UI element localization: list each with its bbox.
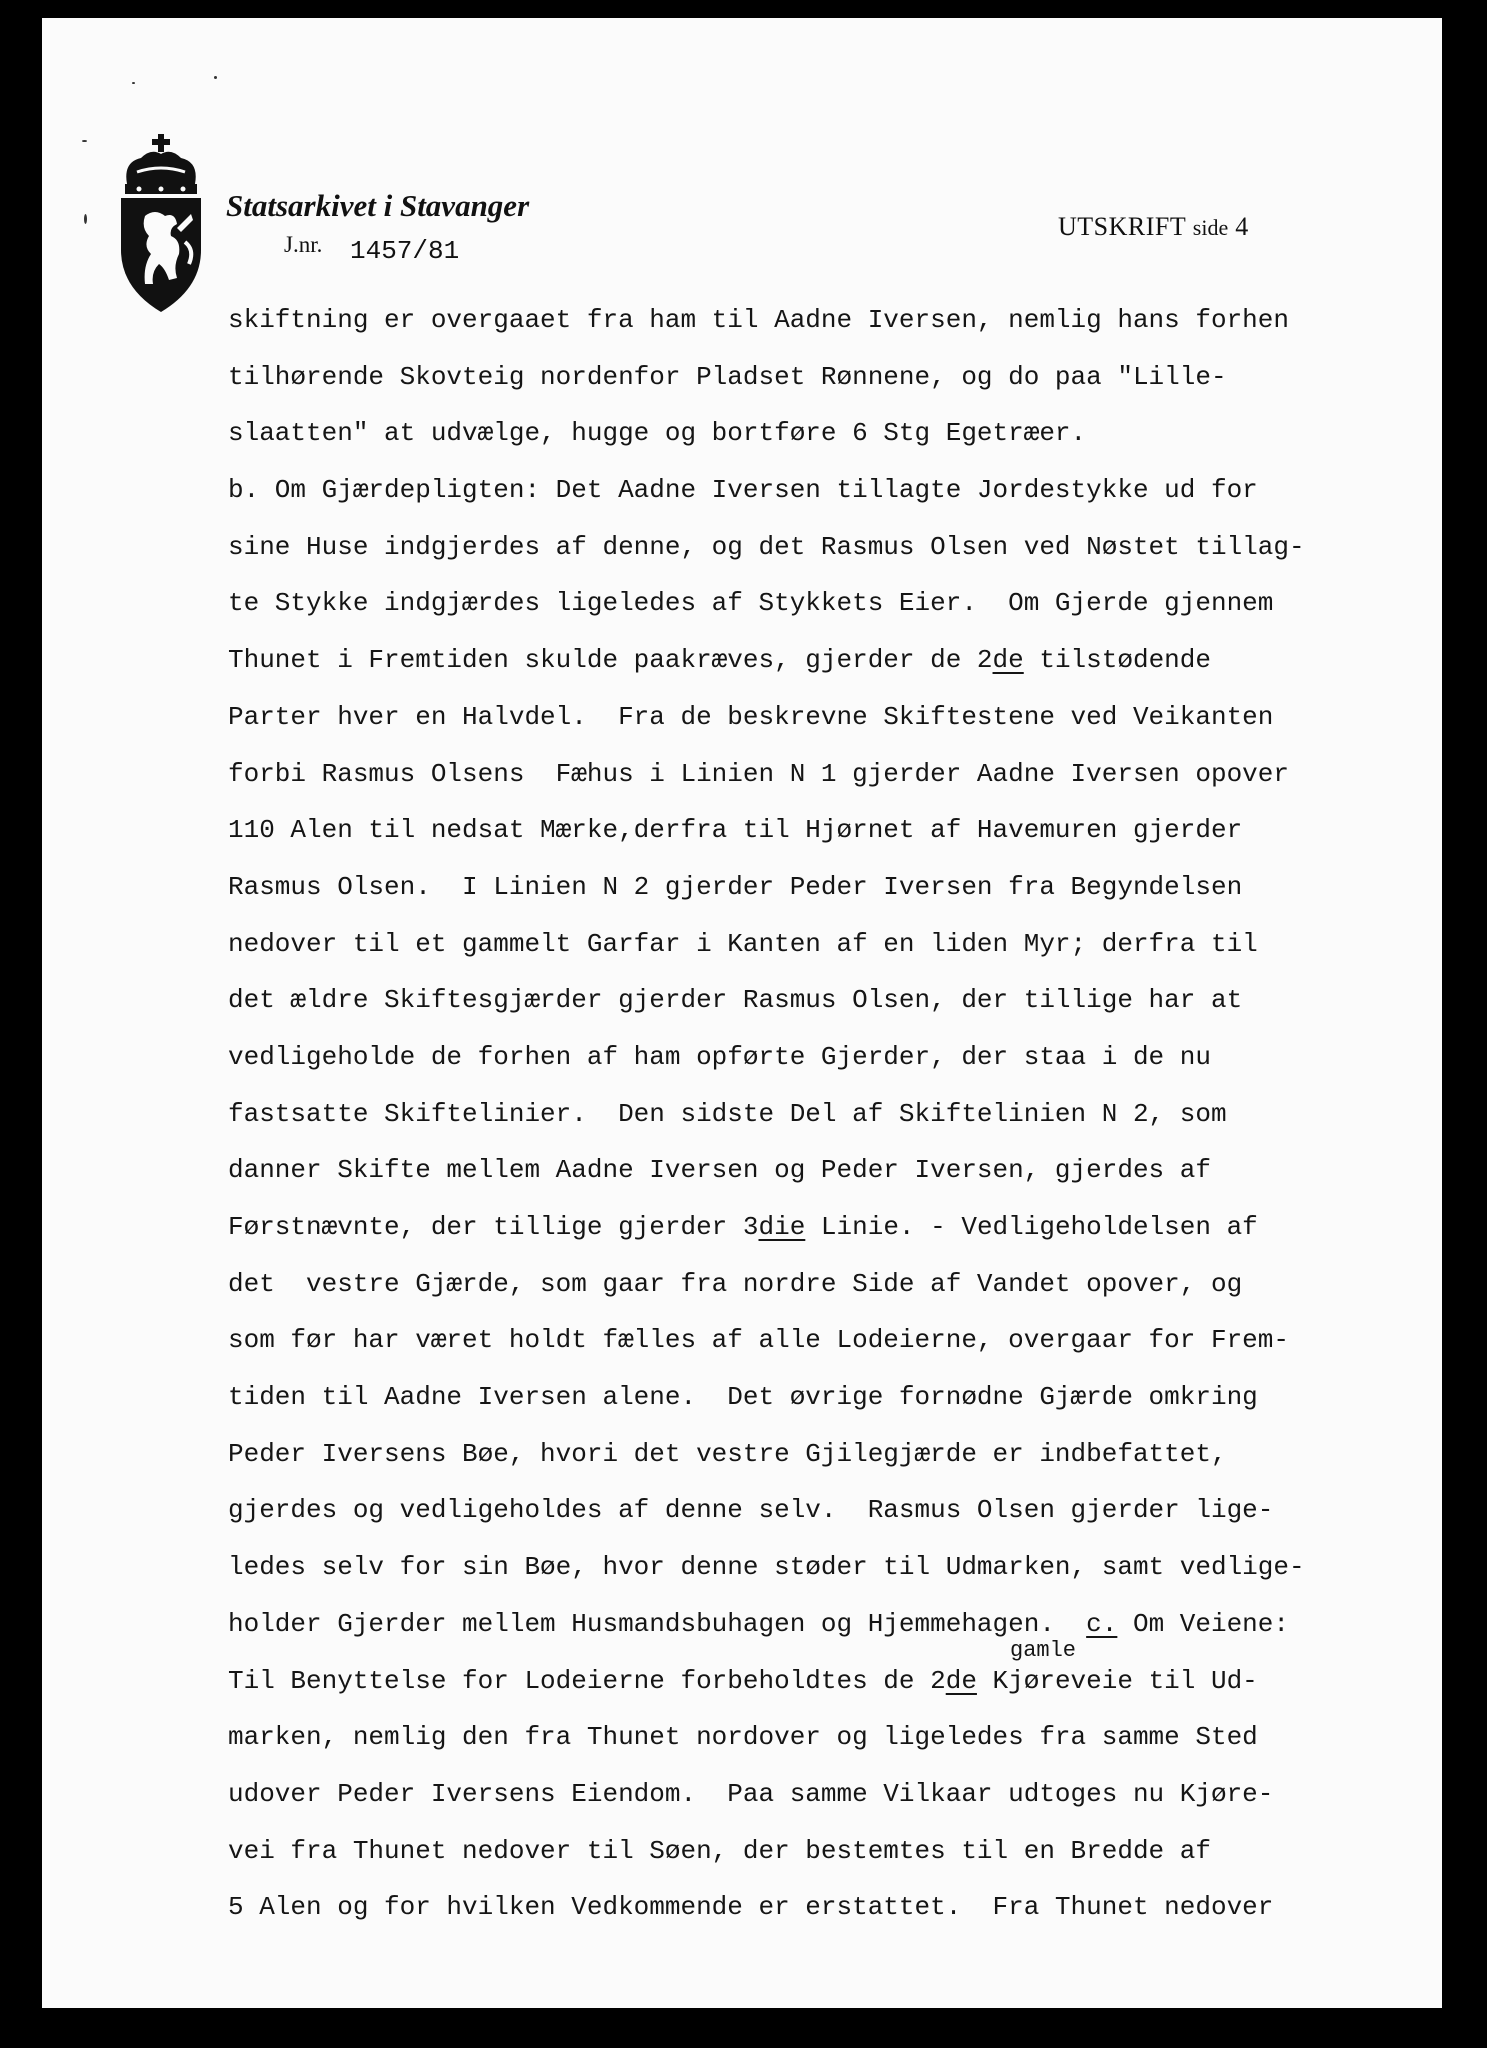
text-line: skiftning er overgaaet fra ham til Aadne Iversen, nemlig hans forhen	[228, 305, 1289, 335]
interlinear-insertion: gamle	[1010, 1637, 1077, 1663]
scan-speck	[82, 140, 87, 142]
scan-speck	[84, 214, 87, 224]
text-segment: Thunet i Fremtiden skulde paakræves, gjerder de 2	[228, 645, 993, 676]
scan-speck	[214, 76, 217, 79]
side-label: side	[1192, 215, 1229, 240]
text-segment: tilstødende	[1023, 645, 1211, 676]
text-segment: Kjøreveie til Ud-	[976, 1665, 1258, 1696]
journal-number-value: 1457/81	[350, 236, 460, 266]
page-number: 4	[1235, 212, 1249, 241]
text-line	[228, 1596, 1398, 1653]
text-line: Rasmus Olsen. I Linien N 2 gjerder Peder Iversen fra Begyndelsen	[228, 871, 1243, 902]
text-line: marken, nemlig den fra Thunet nordover og ligeledes fra samme Sted	[228, 1722, 1258, 1753]
scan-speck	[132, 82, 135, 84]
text-line: det ældre Skiftesgjærder gjerder Rasmus Olsen, der tillige har at	[228, 985, 1243, 1016]
page-header-right	[1058, 212, 1249, 242]
text-line: 5 Alen og for hvilken Vedkommende er erstattet. Fra Thunet nedover	[228, 1892, 1274, 1923]
text-line: 110 Alen til nedsat Mærke,derfra til Hjørnet af Havemuren gjerder	[228, 815, 1243, 846]
text-line: danner Skifte mellem Aadne Iversen og Peder Iversen, gjerdes af	[228, 1155, 1211, 1186]
text-segment: Om Veiene:	[1117, 1608, 1289, 1639]
text-line: vei fra Thunet nedover til Søen, der bestemtes til en Bredde af	[228, 1835, 1211, 1866]
text-line: tilhørende Skovteig nordenfor Pladset Rønnene, og do paa "Lille-	[228, 361, 1227, 392]
underlined-text: c.	[1086, 1608, 1118, 1639]
text-line	[228, 1199, 1398, 1256]
text-segment: holder Gjerder mellem Husmandsbuhagen og Hjemmehagen.	[228, 1608, 1087, 1639]
text-line: gjerdes og vedligeholdes af denne selv. Rasmus Olsen gjerder lige-	[228, 1495, 1274, 1526]
text-line: det vestre Gjærde, som gaar fra nordre Side af Vandet opover, og	[228, 1268, 1243, 1299]
text-line: slaatten" at udvælge, hugge og bortføre 6 Stg Egetræer.	[228, 418, 1087, 449]
archive-name: Statsarkivet i Stavanger	[226, 188, 530, 223]
text-line: fastsatte Skiftelinier. Den sidste Del af Skiftelinien N 2, som	[228, 1098, 1227, 1129]
text-line: Parter hver en Halvdel. Fra de beskrevne Skiftestene ved Veikanten	[228, 701, 1274, 732]
text-line: vedligeholde de forhen af ham opførte Gjerder, der staa i de nu	[228, 1041, 1211, 1072]
text-line	[228, 1637, 1398, 1710]
text-line: tiden til Aadne Iversen alene. Det øvrige fornødne Gjærde omkring	[228, 1382, 1258, 1413]
text-line: Peder Iversens Bøe, hvori det vestre Gjilegjærde er indbefattet,	[228, 1438, 1227, 1469]
underlined-text: die	[758, 1212, 806, 1242]
text-line: udover Peder Iversens Eiendom. Paa samme Vilkaar udtoges nu Kjøre-	[228, 1778, 1274, 1809]
text-line: b. Om Gjærdepligten: Det Aadne Iversen tillagte Jordestykke ud for	[228, 475, 1258, 506]
text-segment: Til Benyttelse for Lodeierne forbeholdtes de 2	[228, 1665, 946, 1696]
text-line: ledes selv for sin Bøe, hvor denne støder til Udmarken, samt vedlige-	[228, 1552, 1305, 1583]
text-line: sine Huse indgjerdes af denne, og det Rasmus Olsen ved Nøstet tillag-	[228, 531, 1305, 562]
document-body	[228, 292, 1398, 1936]
text-line: te Stykke indgjærdes ligeledes af Stykkets Eier. Om Gjerde gjennem	[228, 588, 1274, 619]
text-line	[228, 632, 1398, 689]
text-line: som før har været holdt fælles af alle Lodeierne, overgaar for Frem-	[228, 1325, 1289, 1356]
norwegian-coat-of-arms-icon	[115, 132, 207, 314]
text-line: nedover til et gammelt Garfar i Kanten af en liden Myr; derfra til	[228, 928, 1258, 959]
utskrift-label: UTSKRIFT	[1058, 212, 1186, 241]
journal-number-label: J.nr.	[284, 232, 323, 257]
underlined-text: de	[992, 645, 1024, 676]
text-line: forbi Rasmus Olsens Fæhus i Linien N 1 gjerder Aadne Iversen opover	[228, 758, 1289, 789]
text-segment: Linie. - Vedligeholdelsen af	[805, 1212, 1258, 1242]
underlined-text: de	[945, 1665, 977, 1696]
text-segment: Førstnævnte, der tillige gjerder 3	[228, 1212, 759, 1242]
